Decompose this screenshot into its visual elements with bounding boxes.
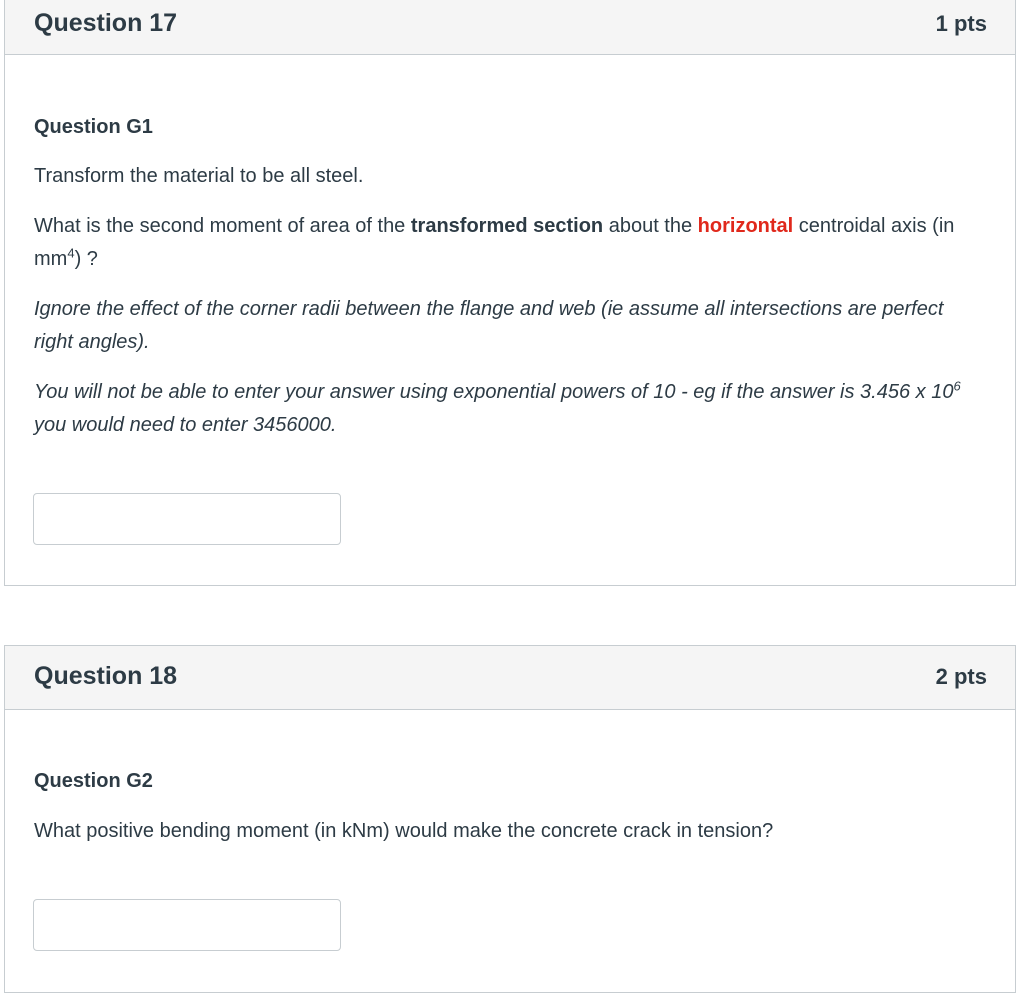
note-exponential (34, 376, 975, 442)
question-text-block (34, 815, 975, 848)
note-block-2 (34, 376, 975, 442)
prompt-part-a: What is the second moment of area of the (34, 215, 411, 237)
note-part-b: you would need to enter 3456000. (34, 414, 337, 436)
question-points: 2 pts (935, 664, 987, 689)
question-points: 1 pts (935, 11, 987, 36)
answer-input-18[interactable] (33, 899, 341, 951)
question-title: Question 18 (34, 662, 178, 690)
note-block (34, 293, 975, 359)
prompt-part-c: about the (603, 215, 698, 237)
question-body (34, 116, 975, 139)
note-superscript: 6 (953, 378, 961, 394)
prompt-text: What positive bending moment (in kNm) would make the concrete crack in tension? (34, 820, 774, 842)
prompt-emphasis-horizontal: horizontal (697, 215, 794, 237)
prompt-part-e: centroidal axis (in mm (34, 215, 955, 270)
question-title: Question 17 (34, 9, 178, 37)
prompt-emphasis-transformed: transformed section (410, 215, 604, 237)
question-subtitle: Question G1 (34, 116, 153, 138)
question-card-18 (4, 645, 1016, 993)
question-header (5, 0, 1015, 55)
question-body (34, 770, 975, 793)
prompt-part-f: ) ? (74, 248, 98, 270)
question-card-17 (4, 0, 1016, 586)
note-corner-radii: Ignore the effect of the corner radii between the flange and web (ie assume all intersections are perfect right angles). (34, 298, 944, 353)
question-prompt (34, 210, 975, 276)
question-text-block (34, 160, 975, 193)
question-header (5, 646, 1015, 710)
prompt-text (34, 210, 975, 276)
question-subtitle: Question G2 (34, 770, 153, 792)
note-part-a: You will not be able to enter your answer using exponential powers of 10 - eg if the answer is 3.456 x 10 (34, 381, 954, 403)
answer-input-17[interactable] (33, 493, 341, 545)
instruction-text: Transform the material to be all steel. (34, 165, 364, 187)
prompt-superscript: 4 (67, 245, 75, 261)
